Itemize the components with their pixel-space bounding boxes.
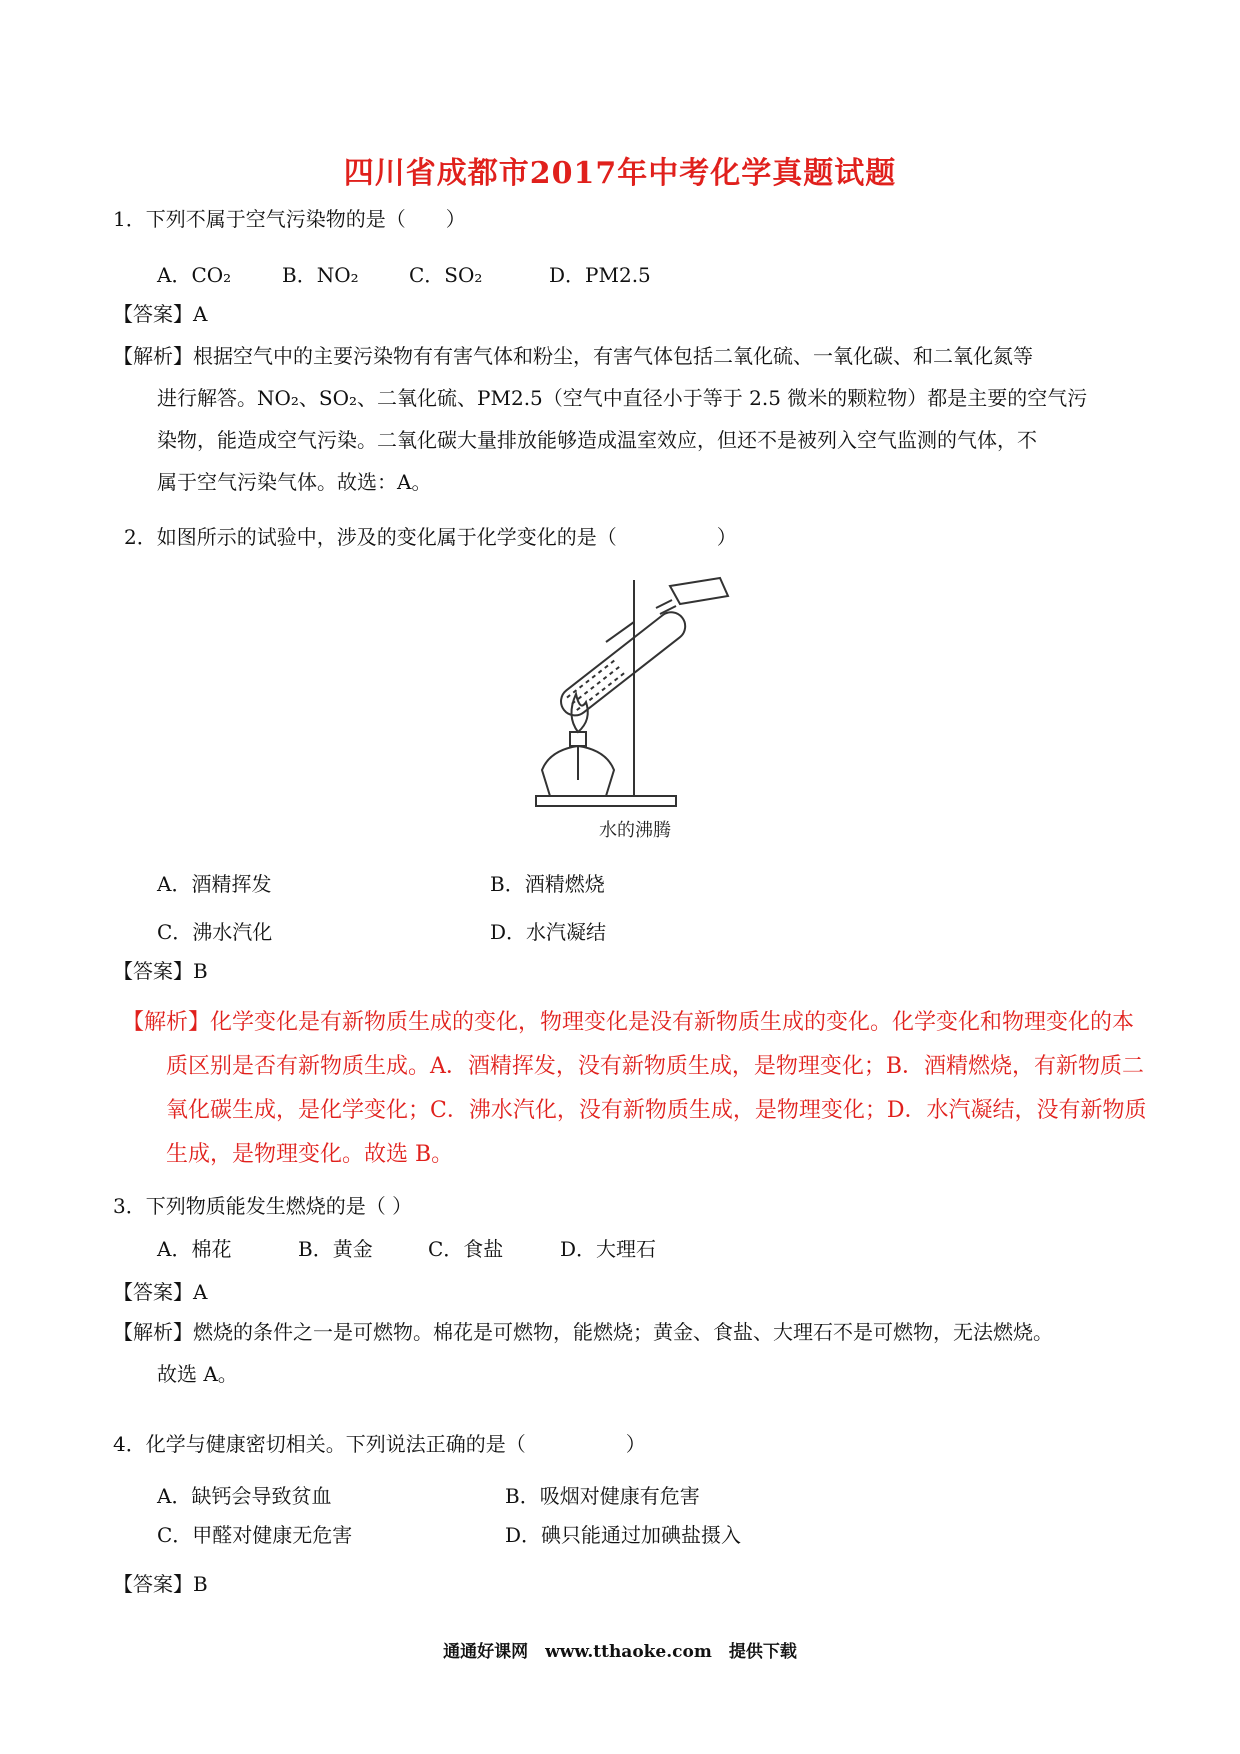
page-title: 四川省成都市2017年中考化学真题试题 (343, 156, 897, 191)
q4-option-a: A．缺钙会导致贫血 (157, 1484, 332, 1508)
q2-option-a: A．酒精挥发 (157, 872, 272, 896)
q3-option-d: D．大理石 (560, 1237, 657, 1261)
q3-answer: 【答案】A (113, 1280, 208, 1304)
q1-analysis-line-2: 进行解答。NO₂、SO₂、二氧化硫、PM2.5（空气中直径小于等于 2.5 微米的颗粒物）都是主要的空气污 (157, 386, 1088, 410)
q1-analysis-line-3: 染物，能造成空气污染。二氧化碳大量排放能够造成温室效应，但还不是被列入空气监测的气体，不 (157, 428, 1037, 452)
q2-analysis-line-4: 生成，是物理变化。故选 B。 (166, 1142, 454, 1167)
q1-analysis-line-4: 属于空气污染气体。故选：A。 (157, 470, 432, 494)
q3-option-c: C．食盐 (428, 1237, 504, 1261)
stand-base (536, 796, 676, 806)
boiling-water-figure (520, 570, 750, 850)
q2-analysis-line-3: 氧化碳生成，是化学变化；C．沸水汽化，没有新物质生成，是物理变化；D．水汽凝结，没有新物质 (166, 1098, 1147, 1123)
page-footer: 通通好课网 www.tthaoke.com 提供下载 (443, 1642, 797, 1662)
glass-plate (670, 578, 728, 604)
q1-option-c: C．SO₂ (409, 263, 483, 287)
q2-option-d: D．水汽凝结 (490, 920, 607, 944)
q3-analysis (113, 1311, 1133, 1395)
q1-analysis (113, 335, 1133, 503)
q4-option-c: C．甲醛对健康无危害 (157, 1523, 353, 1547)
figure-caption: 水的沸腾 (599, 820, 671, 841)
q1-option-d: D．PM2.5 (549, 263, 651, 287)
q3-option-a: A．棉花 (157, 1237, 232, 1261)
q2-stem: 2．如图所示的试验中，涉及的变化属于化学变化的是（ ） (124, 525, 737, 549)
q1-options (157, 261, 651, 289)
q1-stem: 1．下列不属于空气污染物的是（ ） (113, 207, 466, 231)
q2-option-c: C．沸水汽化 (157, 920, 273, 944)
flame (571, 694, 587, 732)
q3-option-b: B．黄金 (298, 1237, 373, 1261)
q4-option-b: B．吸烟对健康有危害 (505, 1484, 700, 1508)
q3-stem: 3．下列物质能发生燃烧的是（ ） (113, 1194, 413, 1218)
q3-options (157, 1235, 656, 1263)
q2-answer: 【答案】B (113, 959, 208, 983)
q2-option-b: B．酒精燃烧 (490, 872, 605, 896)
q4-stem: 4．化学与健康密切相关。下列说法正确的是（ ） (113, 1432, 646, 1456)
apparatus-diagram (520, 570, 750, 810)
q1-analysis-line-1: 【解析】根据空气中的主要污染物有有害气体和粉尘，有害气体包括二氧化硫、一氧化碳、和二氧化氮等 (113, 344, 1033, 368)
test-tube (555, 607, 690, 721)
q2-analysis-line-2: 质区别是否有新物质生成。A．酒精挥发，没有新物质生成，是物理变化；B．酒精燃烧，有新物质二 (166, 1054, 1145, 1079)
q3-analysis-line-2: 故选 A。 (157, 1362, 238, 1386)
q2-analysis (122, 1001, 1152, 1177)
q4-option-d: D．碘只能通过加碘盐摄入 (505, 1523, 742, 1547)
q3-analysis-line-1: 【解析】燃烧的条件之一是可燃物。棉花是可燃物，能燃烧；黄金、食盐、大理石不是可燃物，无法燃烧。 (113, 1320, 1053, 1344)
q4-answer: 【答案】B (113, 1572, 208, 1596)
q2-analysis-line-1: 【解析】化学变化是有新物质生成的变化，物理变化是没有新物质生成的变化。化学变化和物理变化的本 (122, 1010, 1135, 1035)
q1-option-a: A．CO₂ (157, 263, 232, 287)
q1-option-b: B．NO₂ (282, 263, 359, 287)
q1-answer: 【答案】A (113, 302, 208, 326)
